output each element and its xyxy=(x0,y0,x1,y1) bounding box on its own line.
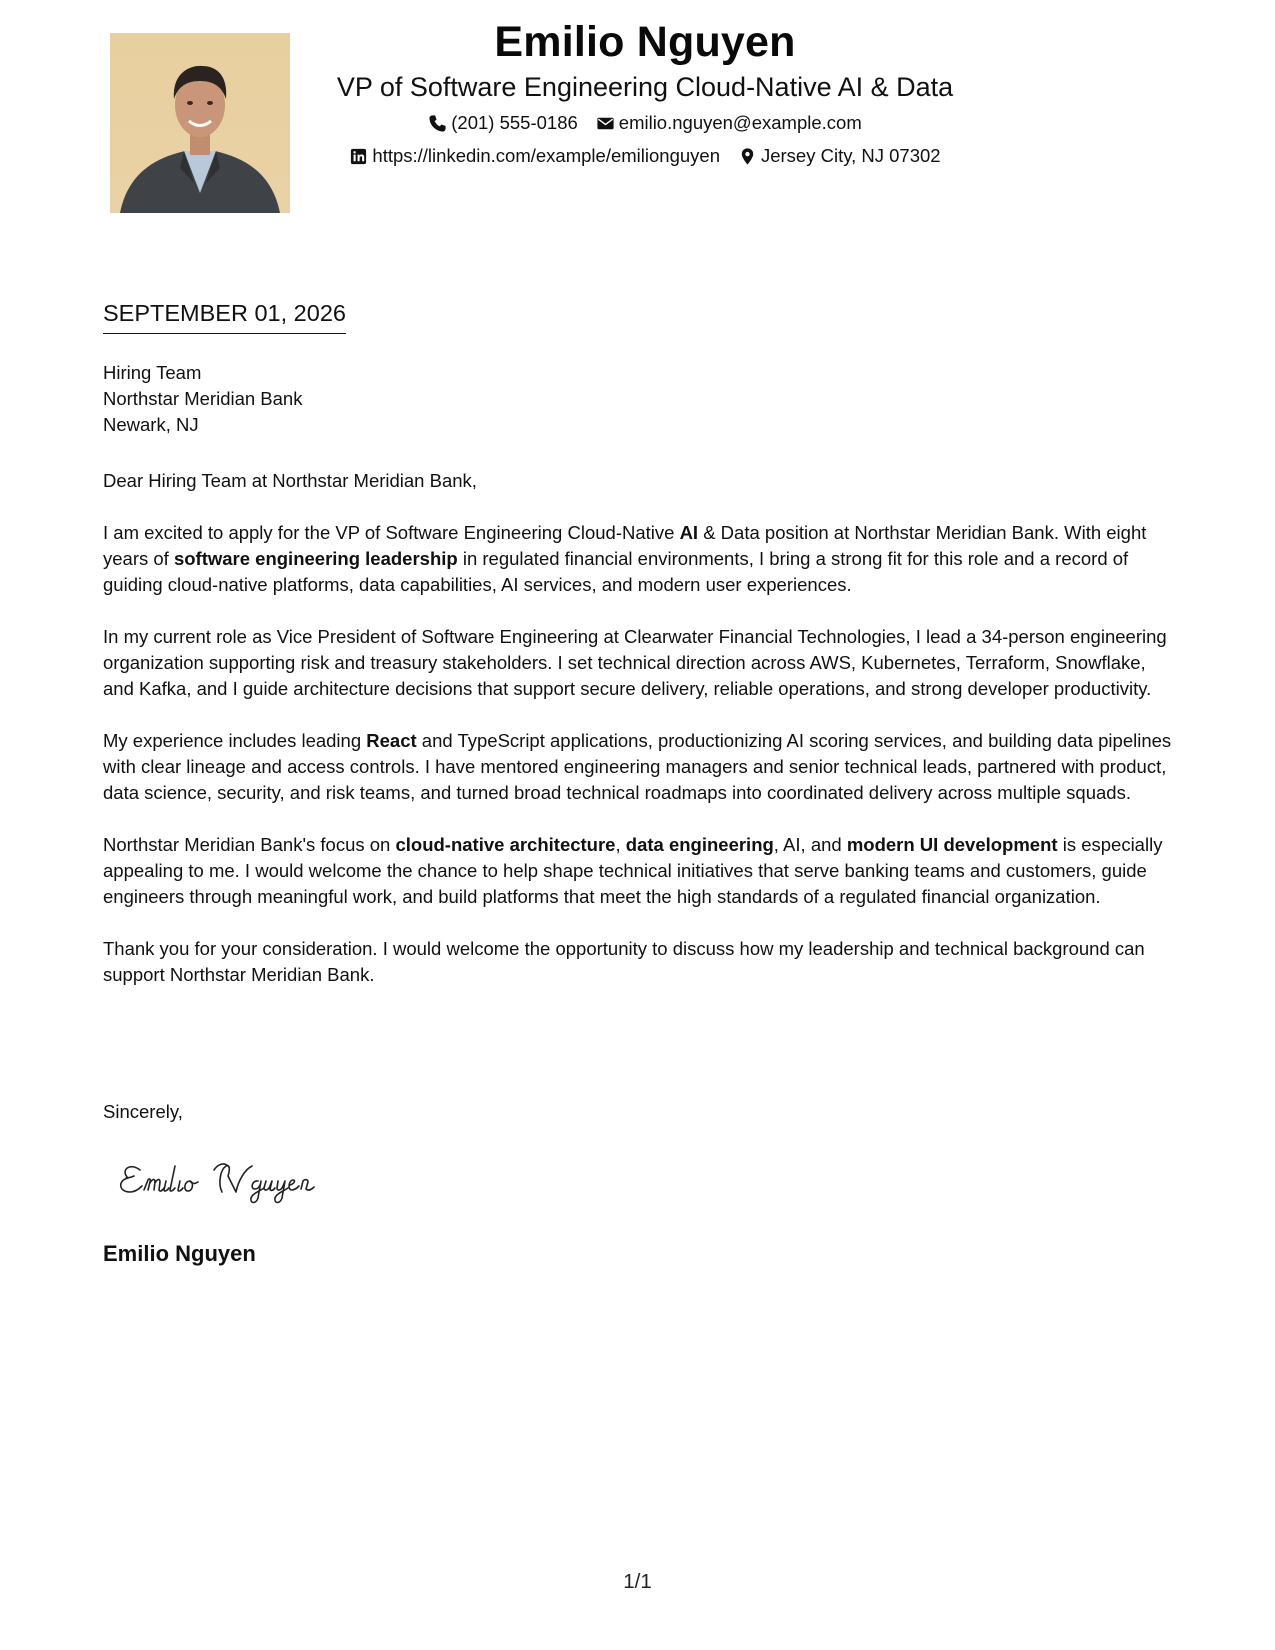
emphasis-text: modern UI development xyxy=(846,834,1058,855)
recipient-city: Newark, NJ xyxy=(103,414,199,435)
phone-icon xyxy=(428,114,447,133)
recipient-company: Northstar Meridian Bank xyxy=(103,388,303,409)
body-text: is especially appealing to me. I would welcome the chance to help shape technical initiatives that serve banking teams and customers, guide engineers through meaningful work, and build platforms that meet the high standards of a regulated financial organization. xyxy=(103,834,1163,907)
emphasis-text: React xyxy=(366,730,417,751)
emphasis-text: data engineering xyxy=(625,834,774,855)
body-text: & Data position at Northstar Meridian Bank. With eight years of xyxy=(103,522,1147,569)
body-text: , xyxy=(615,834,626,855)
body-text: I am excited to apply for the VP of Software Engineering Cloud-Native xyxy=(103,522,680,543)
phone-number: (201) 555-0186 xyxy=(451,112,578,133)
closing: Sincerely, xyxy=(103,1101,183,1122)
body-text: in regulated financial environments, I bring a strong fit for this role and a record of guiding cloud-native platforms, data capabilities, AI services, and modern user experiences. xyxy=(103,548,1129,595)
body-text: Thank you for your consideration. I would welcome the opportunity to discuss how my leadership and technical background can support Northstar Meridian Bank. xyxy=(103,938,1145,985)
salutation: Dear Hiring Team at Northstar Meridian Bank, xyxy=(103,470,477,491)
body-text: , AI, and xyxy=(773,834,847,855)
body-text: Northstar Meridian Bank's focus on xyxy=(103,834,396,855)
handwritten-signature xyxy=(118,1148,358,1208)
contact-phone[interactable] xyxy=(428,112,578,134)
contact-row-secondary xyxy=(300,145,990,167)
map-pin-icon xyxy=(738,147,757,166)
contact-location xyxy=(738,145,941,167)
emphasis-text: AI xyxy=(679,522,699,543)
applicant-headline: VP of Software Engineering Cloud-Native AI & Data xyxy=(336,72,954,102)
recipient-address xyxy=(103,360,302,438)
paragraph-thanks xyxy=(103,936,1178,988)
recipient-line: Hiring Team xyxy=(103,362,202,383)
page-number: 1/1 xyxy=(623,1570,652,1593)
paragraph-experience xyxy=(103,728,1178,806)
letter-body xyxy=(103,468,1178,1014)
contact-email[interactable] xyxy=(596,112,862,134)
paragraph-intro xyxy=(103,520,1178,598)
location-text: Jersey City, NJ 07302 xyxy=(760,145,941,166)
applicant-name: Emilio Nguyen xyxy=(494,18,796,66)
linkedin-url: https://linkedin.com/example/emilionguyen xyxy=(372,145,720,166)
signer-name: Emilio Nguyen xyxy=(103,1241,256,1266)
paragraph-current-role xyxy=(103,624,1178,702)
contact-linkedin[interactable] xyxy=(349,145,720,167)
envelope-icon xyxy=(596,114,615,133)
profile-photo xyxy=(110,33,290,213)
paragraph-company-fit xyxy=(103,832,1178,910)
body-text: In my current role as Vice President of Software Engineering at Clearwater Financial Technologies, I lead a 34-person engineering organization supporting risk and treasury stakeholders. I set technical direction across AWS, Kubernetes, Terraform, Snowflake, and Kafka, and I guide architecture decisions that support secure delivery, reliable operations, and strong developer productivity. xyxy=(103,626,1167,699)
body-text: and TypeScript applications, productionizing AI scoring services, and building data pipelines with clear lineage and access controls. I have mentored engineering managers and senior technical leads, partnered with product, data science, security, and risk teams, and turned broad technical roadmaps into coordinated delivery across multiple squads. xyxy=(103,730,1172,803)
body-text: My experience includes leading xyxy=(103,730,367,751)
email-address: emilio.nguyen@example.com xyxy=(618,112,862,133)
linkedin-icon xyxy=(349,147,368,166)
letter-date: SEPTEMBER 01, 2026 xyxy=(103,300,346,334)
emphasis-text: cloud-native architecture xyxy=(395,834,616,855)
contact-row-primary xyxy=(300,112,990,134)
emphasis-text: software engineering leadership xyxy=(173,548,458,569)
